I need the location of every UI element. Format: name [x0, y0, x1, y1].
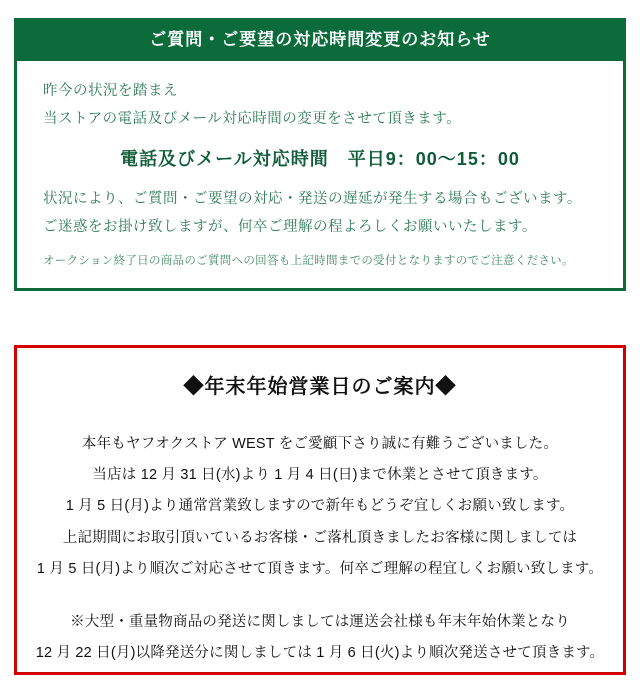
- notice-line: ※大型・重量物商品の発送に関しましては運送会社様も年末年始休業となり: [70, 613, 570, 630]
- holiday-schedule-notice: [14, 345, 626, 675]
- operating-hours-highlight: 電話及びメール対応時間 平日9：00〜15：00: [120, 149, 520, 170]
- notice-line: 1 月 5 日(月)より通常営業致しますので新年もどうぞ宜しくお願い致します。: [65, 498, 575, 515]
- notice-line: 当ストアの電話及びメール対応時間の変更をさせて頂きます。: [43, 110, 462, 127]
- spacer: [35, 585, 605, 607]
- notice-line: 昨今の状況を踏まえ: [43, 82, 178, 99]
- operating-hours-small-note: オークション終了日の商品のご質問への回答も上記時間までの受付となりますのでご注意ください。: [43, 254, 574, 267]
- operating-hours-notice-body: [17, 61, 623, 288]
- notice-line: 1 月 5 日(月)より順次ご対応させて頂きます。何卒ご理解の程宜しくお願い致します。: [36, 560, 604, 577]
- operating-hours-notice-header: ご質問・ご要望の対応時間変更のお知らせ: [17, 21, 623, 61]
- holiday-schedule-title: ◆年末年始営業日のご案内◆: [183, 376, 457, 398]
- notice-line: 当店は 12 月 31 日(水)より 1 月 4 日(日)まで休業とさせて頂きます。: [92, 467, 548, 484]
- notice-line: 状況により、ご質問・ご要望の対応・発送の遅延が発生する場合もございます。: [43, 191, 582, 208]
- notice-line: 12 月 22 日(月)以降発送分に関しましては 1 月 6 日(火)より順次発送させて頂きます。: [35, 645, 605, 662]
- notice-line: 上記期間にお取引頂いているお客様・ご落札頂きましたお客様に関しましては: [62, 529, 578, 546]
- notice-line: ご迷惑をお掛け致しますが、何卒ご理解の程よろしくお願いいたします。: [43, 219, 537, 236]
- operating-hours-notice: [14, 18, 626, 291]
- notice-line: 本年もヤフオクストア WEST をご愛顧下さり誠に有難うございました。: [81, 436, 559, 452]
